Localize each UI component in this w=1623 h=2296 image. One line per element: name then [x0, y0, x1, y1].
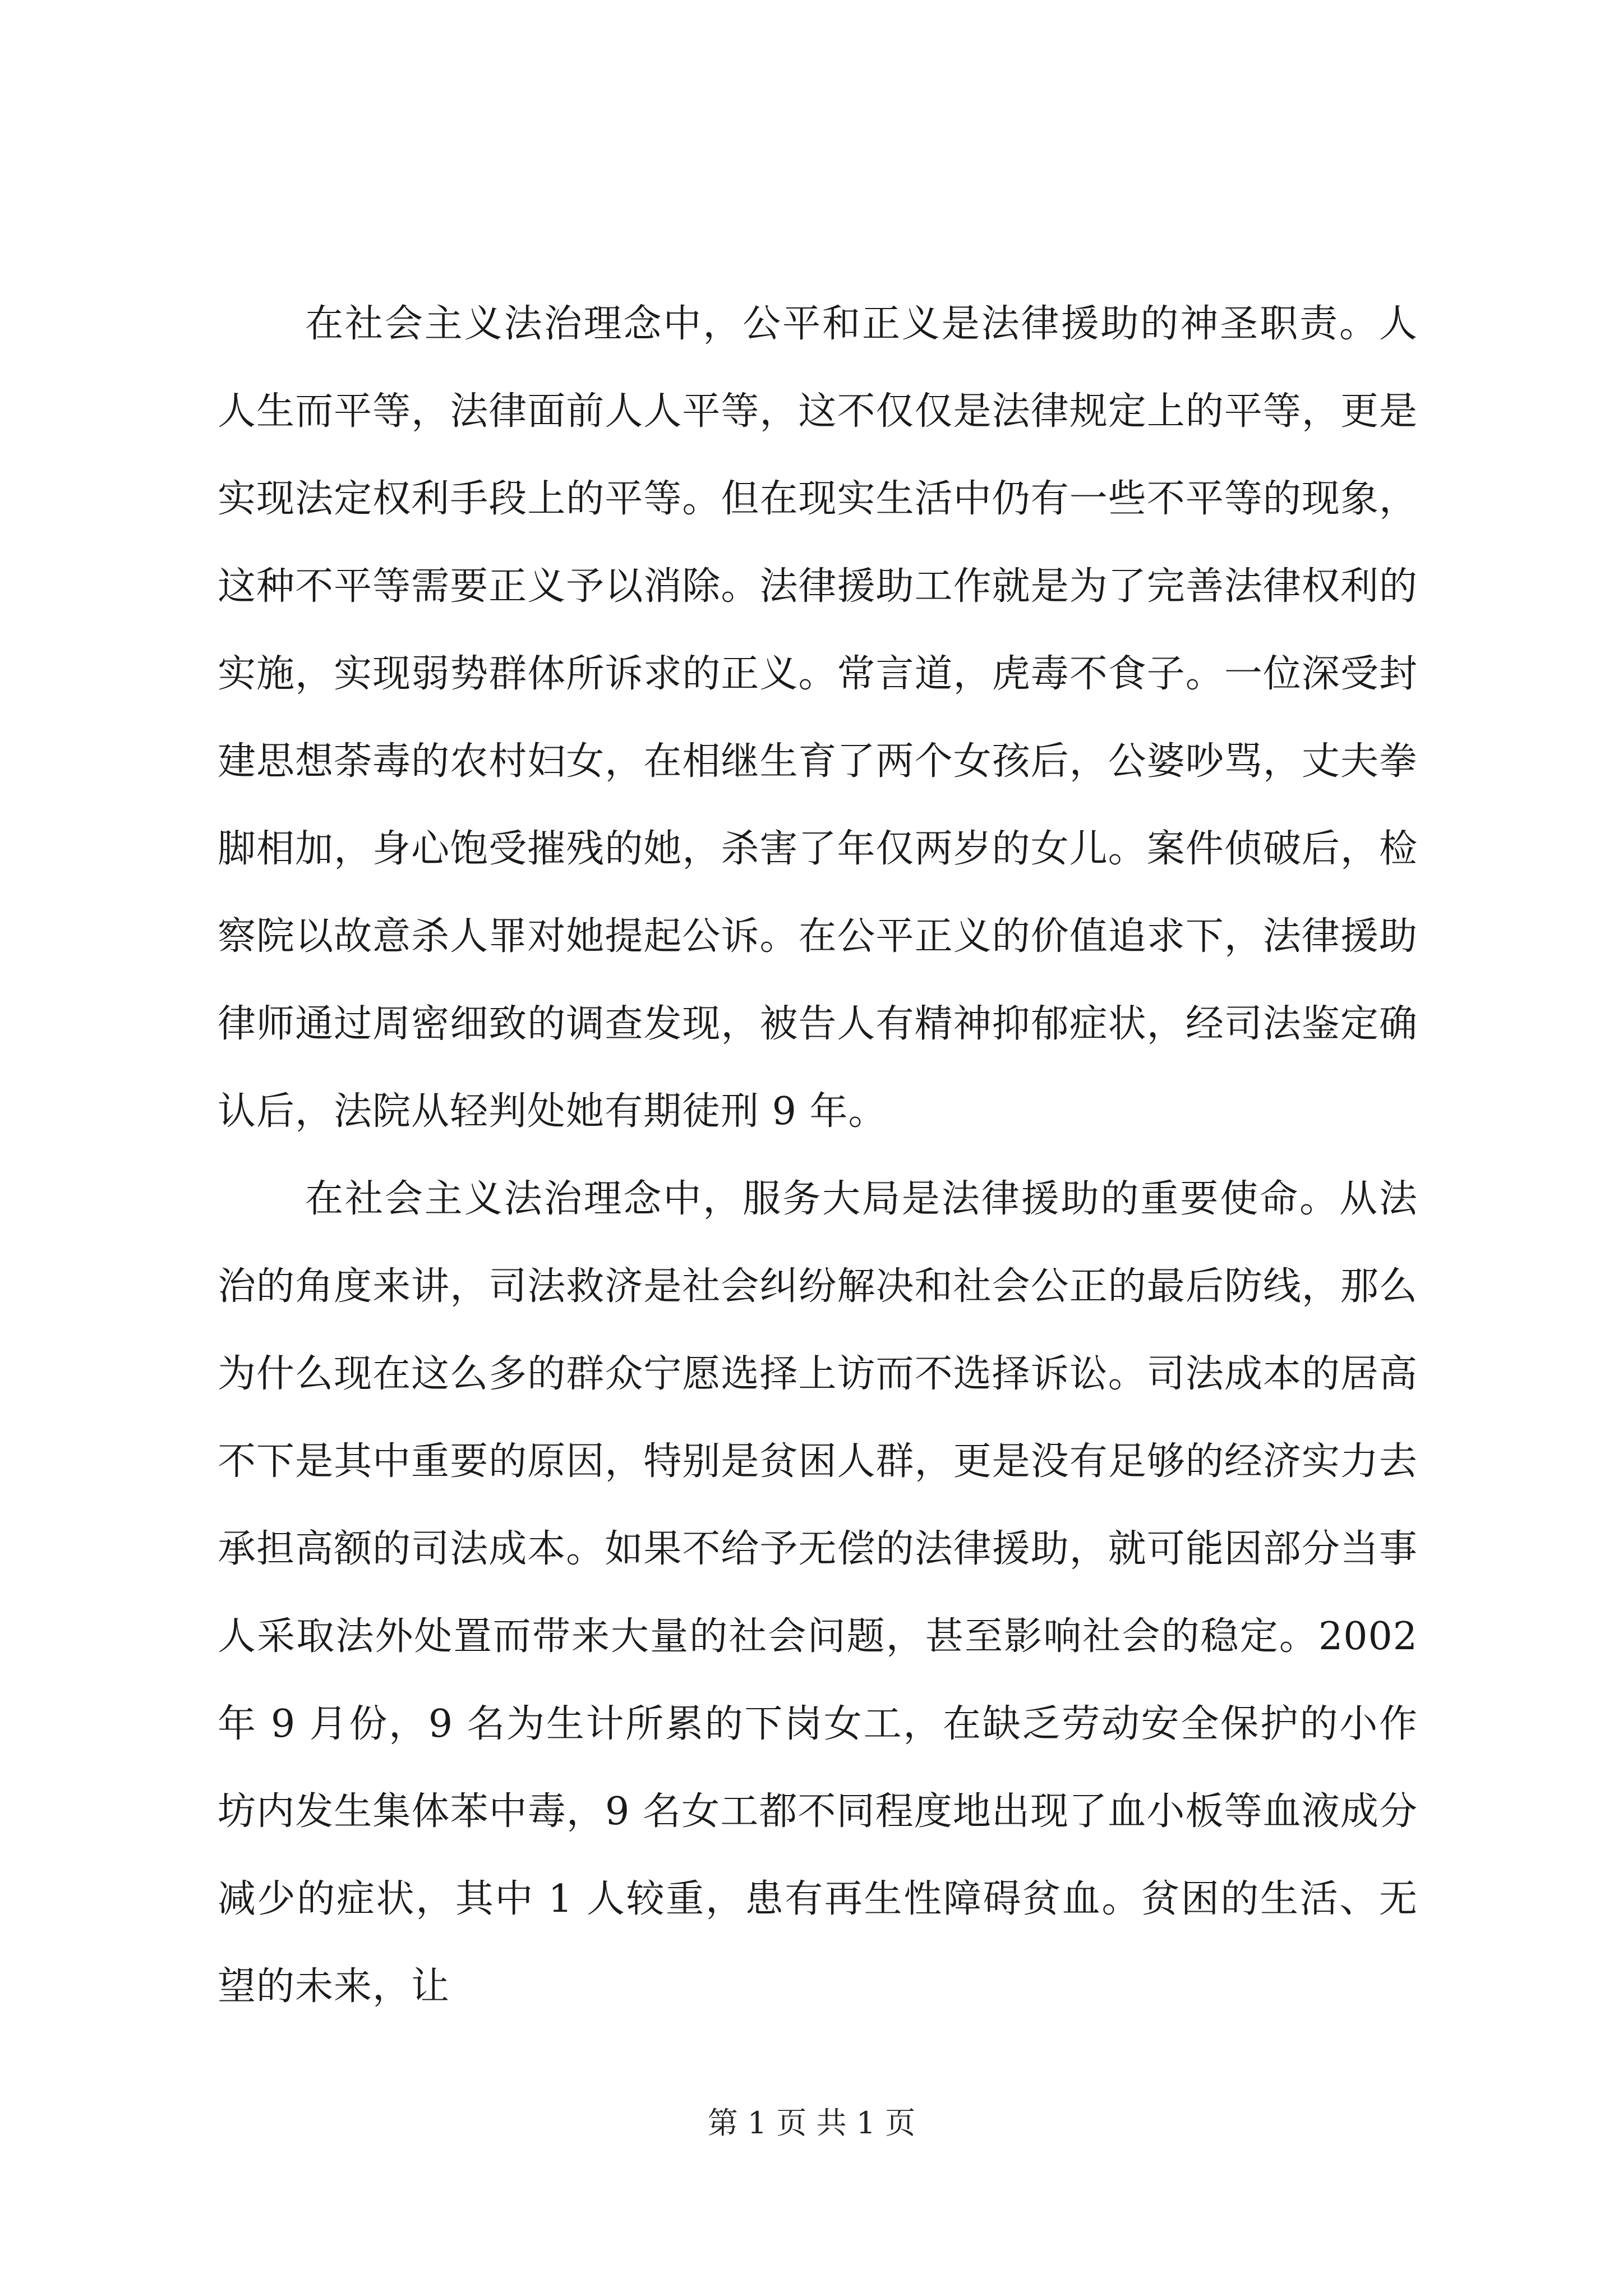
document-body — [218, 280, 1418, 2031]
page-footer: 第 1 页 共 1 页 — [707, 2105, 916, 2141]
paragraph-fairness-justice: 在社会主义法治理念中，公平和正义是法律援助的神圣职责。人人生而平等，法律面前人人平等，这不仅仅是法律规定上的平等，更是实现法定权利手段上的平等。但在现实生活中仍有一些不平等的现象，这种不平等需要正义予以消除。法律援助工作就是为了完善法律权利的实施，实现弱势群体所诉求的正义。常言道，虎毒不食子。一位深受封建思想荼毒的农村妇女，在相继生育了两个女孩后，公婆吵骂，丈夫拳脚相加，身心饱受摧残的她，杀害了年仅两岁的女儿。案件侦破后，检察院以故意杀人罪对她提起公诉。在公平正义的价值追求下，法律援助律师通过周密细致的调查发现，被告人有精神抑郁症状，经司法鉴定确认后，法院从轻判处她有期徒刑 9 年。 — [218, 302, 1418, 1134]
paragraph-serving-overall: 在社会主义法治理念中，服务大局是法律援助的重要使命。从法治的角度来讲，司法救济是社会纠纷解决和社会公正的最后防线，那么为什么现在这么多的群众宁愿选择上访而不选择诉讼。司法成本的居高不下是其中重要的原因，特别是贫困人群，更是没有足够的经济实力去承担高额的司法成本。如果不给予无偿的法律援助，就可能因部分当事人采取法外处置而带来大量的社会问题，甚至影响社会的稳定。2002 年 9 月份，9 名为生计所累的下岗女工，在缺乏劳动安全保护的小作坊内发生集体苯中毒，9 名女工都不同程度地出现了血小板等血液成分减少的症状，其中 1 人较重，患有再生性障碍贫血。贫困的生活、无望的未来，让 — [218, 1177, 1418, 2009]
